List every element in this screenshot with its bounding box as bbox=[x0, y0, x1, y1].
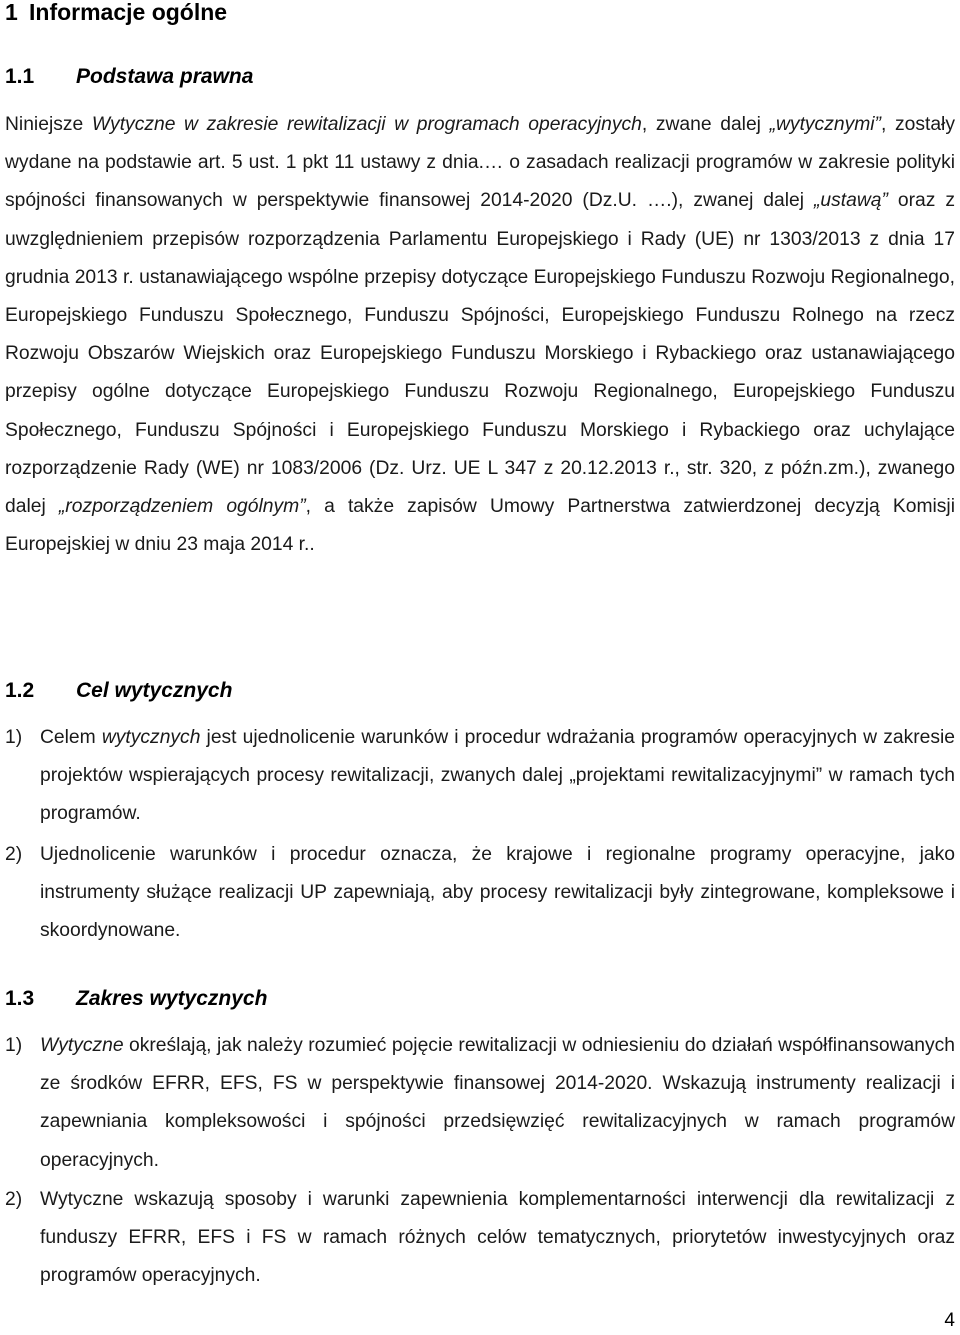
list-item bbox=[5, 836, 955, 951]
section-number: 1.3 bbox=[5, 987, 35, 1010]
list-text: Celem wytycznych jest ujednolicenie warunków i procedur wdrażania programów operacyjnych w zakresie projektów wspierających procesy rewitalizacji, zwanych dalej „projektami rewitalizacyjnymi” w ramach tych programów. bbox=[40, 727, 956, 825]
list-item bbox=[5, 719, 955, 834]
legal-basis-paragraph: Niniejsze Wytyczne w zakresie rewitalizacji w programach operacyjnych, zwane dalej „wytycznymi”, zostały wydane na podstawie art. 5 ust. 1 pkt 11 ustawy z dnia.… o zasadach realizacji programów w zakresie polityki spójności finansowanych w perspektywie finansowej 2014-2020 (Dz.U. ….), zwanej dalej „ustawą” oraz z uwzględnieniem przepisów rozporządzenia Parlamentu Europejskiego i Rady (UE) nr 1303/2013 z dnia 17 grudnia 2013 r. ustanawiającego wspólne przepisy dotyczące Europejskiego Funduszu Rozwoju Regionalnego, Europejskiego Funduszu Społecznego, Funduszu Spójności, Europejskiego Funduszu Rolnego na rzecz Rozwoju Obszarów Wiejskich oraz Europejskiego Funduszu Morskiego i Rybackiego oraz ustanawiającego przepisy ogólne dotyczące Europejskiego Funduszu Rozwoju Regionalnego, Europejskiego Funduszu Społecznego, Funduszu Spójności i Europejskiego Funduszu Morskiego i Rybackiego oraz uchylające rozporządzenie Rady (WE) nr 1083/2006 (Dz. Urz. UE L 347 z 20.12.2013 r., str. 320, z późn.zm.), zwanego dalej „rozporządzeniem ogólnym”, a także zapisów Umowy Partnerstwa zatwierdzonej decyzją Komisji Europejskiej w dniu 23 maja 2014 r.. bbox=[5, 114, 955, 556]
list-number: 2) bbox=[5, 844, 23, 865]
italic-term: „ustawą” bbox=[814, 190, 888, 212]
list-number: 1) bbox=[5, 1035, 23, 1056]
italic-term: „rozporządzeniem ogólnym” bbox=[58, 496, 306, 518]
section-heading-1-3 bbox=[5, 985, 267, 1013]
page-number: 4 bbox=[944, 1310, 955, 1331]
section-number: 1.1 bbox=[5, 65, 35, 88]
italic-term: Wytyczne bbox=[40, 1035, 124, 1056]
list-item bbox=[5, 1027, 955, 1180]
section-title: Zakres wytycznych bbox=[76, 987, 268, 1010]
list-number: 2) bbox=[5, 1189, 23, 1210]
list-number: 1) bbox=[5, 727, 23, 748]
section-title: Informacje ogólne bbox=[29, 0, 228, 25]
list-text: Wytyczne wskazują sposoby i warunki zapewnienia komplementarności interwencji dla rewitalizacji z funduszy EFRR, EFS i FS w ramach różnych celów tematycznych, priorytetów inwestycyjnych oraz programów operacyjnych. bbox=[40, 1189, 955, 1287]
list-item bbox=[5, 1181, 955, 1296]
italic-term: „wytycznymi” bbox=[769, 114, 881, 135]
section-heading-1-1 bbox=[5, 63, 253, 91]
section-number: 1.2 bbox=[5, 679, 35, 702]
section-title: Cel wytycznych bbox=[76, 679, 233, 702]
section-title: Podstawa prawna bbox=[76, 65, 254, 88]
section-heading-1 bbox=[5, 0, 227, 27]
list-text: Wytyczne określają, jak należy rozumieć pojęcie rewitalizacji w odniesieniu do działań współfinansowanych ze środków EFRR, EFS, FS w perspektywie finansowej 2014-2020. Wskazują instrumenty realizacji i zapewniania kompleksowości i spójności przedsięwzięć rewitalizacyjnych w ramach programów operacyjnych. bbox=[40, 1035, 955, 1171]
list-text: Ujednolicenie warunków i procedur oznacza, że krajowe i regionalne programy operacyjne, jako instrumenty służące realizacji UP zapewniają, aby procesy rewitalizacji były zintegrowane, kompleksowe i skoordynowane. bbox=[40, 844, 955, 942]
section-heading-1-2 bbox=[5, 677, 232, 705]
section-number: 1 bbox=[5, 0, 18, 25]
italic-term: wytycznych bbox=[101, 727, 201, 748]
italic-term: Wytyczne w zakresie rewitalizacji w programach operacyjnych bbox=[91, 114, 642, 135]
